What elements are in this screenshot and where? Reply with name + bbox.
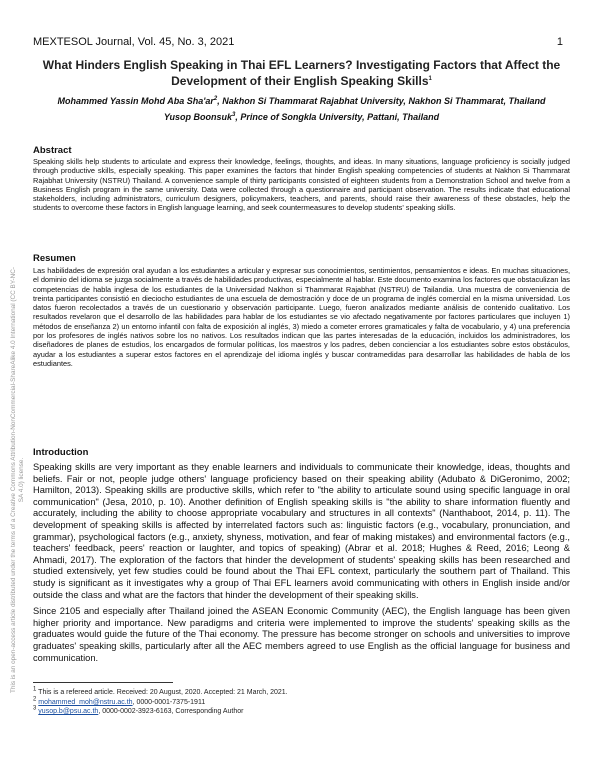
page-number: 1	[556, 36, 563, 48]
footnotes	[33, 688, 288, 717]
orcid-text: , 0000-0001-7375-1911	[132, 698, 206, 706]
footnote	[33, 688, 288, 698]
journal-citation: MEXTESOL Journal, Vol. 45, No. 3, 2021	[33, 36, 235, 48]
author-line	[33, 96, 570, 107]
article-title	[33, 57, 570, 89]
footnote-rule	[33, 682, 173, 683]
license-sidebar	[4, 260, 32, 700]
author-name: Mohammed Yassin Mohd Aba Sha'ar	[57, 96, 214, 106]
email-link[interactable]: mohammed_moh@nstru.ac.th	[38, 698, 133, 706]
resumen-body	[33, 266, 570, 368]
orcid-text: , 0000-0002-3923-6163, Corresponding Author	[98, 708, 244, 716]
running-header	[33, 36, 570, 48]
resumen-paragraph: Las habilidades de expresión oral ayudan a los estudiantes a articular y expresar sus conocimientos, sentimientos, pensamientos e ideas. En muchas situaciones, el dominio del idioma se juzga socialmente a través de habilidades productivas, especialmente al hablar. Este documento examina los factores que obstaculizan las competencias de habla inglesa de los estudiantes de la Universidad Nakhon si Thammarat Rajabhat (NSTRU) de Tailandia. Una muestra de conveniencia de treinta participantes consistió en dieciocho estudiantes de una escuela de demostración y doce de un programa de inglés comercial en la misma universidad. Los datos fueron recolectados a través de un cuestionario y observación participante. Luego, fueron analizados mediante análisis de contenido cualitativo. Los resultados revelaron que el desarrollo de las habilidades para hablar de los estudiantes se vio afectado negativamente por factores particulares que incluyen 1) métodos de enseñanza 2) un entorno infantil con falta de exposición al inglés, 3) miedo a cometer errores gramaticales y falta de vocabulario, y 4) una preferencia por los profesores de inglés nativos sobre los no nativos. Los resultados indican que las partes interesadas de la educación, incluidos los administradores, los diseñadores de planes de estudios, los encargados de formular políticas, los maestros y los padres, deben concienciar a los estudiantes sobre estos obstáculos, ayudar a los estudiantes a superar estos factores en el aprendizaje del idioma inglés y buscar contramedidas para desarrollar las habilidades de habla de los estudiantes.	[33, 266, 570, 368]
introduction-paragraph: Since 2105 and especially after Thailand joined the ASEAN Economic Community (AEC), the English language has been given higher priority and importance. New paradigms and criteria were implemented to improve the students' speaking skills as the graduates would guide the future of the Thai economy. The pressure has become stronger on schools and universities to improve graduates' speaking skills, particularly after all the AEC members agreed to use English as the official language for business and communication.	[33, 606, 570, 663]
author-block	[33, 96, 570, 128]
footnote	[33, 707, 288, 717]
footnote-mark: 3	[33, 705, 37, 712]
footnote-text: This is a refereed article. Received: 20 August, 2020. Accepted: 21 March, 2021.	[38, 689, 288, 696]
footnote	[33, 698, 288, 708]
author-footnote-mark: 3	[232, 112, 236, 118]
introduction-body	[33, 462, 570, 664]
author-footnote-mark: 2	[213, 96, 218, 102]
author-line	[33, 112, 570, 123]
resumen-heading: Resumen	[33, 253, 76, 264]
author-affiliation: , Nakhon Si Thammarat Rajabhat University, Nakhon Si Thammarat, Thailand	[217, 96, 546, 106]
abstract-paragraph: Speaking skills help students to articulate and express their knowledge, feelings, thoughts, and ideas. In many situations, language proficiency is socially judged through productive skills, especially speaking. This paper examines the factors that hinder English speaking competencies of students at Nakhon Si Thammarat Rajabhat University (NSTRU) Thailand. A convenience sample of thirty participants consisted of eighteen students from a Demonstration School and twelve from a Business English program in the same university. Data were collected through a questionnaire and participant observation. The results indicate that educational stakeholders, including administrators, curriculum designers, policymakers, teachers, and parents, should raise their awareness of these obstacles, help the students to overcome these factors in English language learning, and seek countermeasures to develop students' speaking skills.	[33, 157, 570, 213]
abstract-body	[33, 157, 570, 213]
footnote-mark: 2	[33, 696, 37, 703]
author-affiliation: , Prince of Songkla University, Pattani, Thailand	[235, 112, 440, 122]
license-notice: This is an open-access article distributed under the terms of a Creative Commons Attribution-NonCommercial-ShareAlike 4.0 International (CC BY-NC-SA 4.0) license.	[10, 267, 25, 693]
abstract-heading: Abstract	[33, 145, 72, 156]
author-name: Yusop Boonsuk	[163, 112, 233, 122]
title-text: What Hinders English Speaking in Thai EFL Learners? Investigating Factors that Affect the Development of their English Speaking Skills	[42, 58, 561, 88]
title-footnote-mark: 1	[428, 76, 432, 82]
email-link[interactable]: yusop.b@psu.ac.th	[38, 708, 99, 716]
footnote-mark: 1	[33, 686, 37, 693]
introduction-paragraph: Speaking skills are very important as they enable learners and individuals to communicate their knowledge, ideas, thoughts and beliefs. Fair or not, people judge others' language proficiency based on their speaking ability (Adubato & DiGeronimo, 2002; Hamilton, 2013). Speaking skills are productive skills, which refer to "the ability to articulate sound using specific language in oral communication" (Jesa, 2010, p. 10). Another definition of English speaking skills is "the ability to share information fluently and accurately, including the ability to choose appropriate vocabulary and structures in all contexts" (Nanthaboot, 2014, p. 11). The development of speaking skills is affected by interrelated factors such as: linguistic factors (e.g., vocabulary, pronunciation, and grammar), psychological factors (e.g., anxiety, shyness, motivation, and fear of making mistakes) and environmental factors (e.g., teachers' feedback, peers' reaction or laughter, and topics of speaking) (Abrar et al. 2018; Hughes & Reed, 2016; Leong & Ahmadi, 2017). The exploration of the factors that hinder the development of students' speaking skills has been researched and studied extensively, yet few studies could be found about the Thai EFL context, particularly the southern part of Thailand. This study is significant as it investigates why a group of Thai EFL learners avoid communicating with others in English inside and/or outside the class and what are the factors that hinder the development of their speaking skills.	[33, 462, 570, 600]
introduction-heading: Introduction	[33, 447, 89, 458]
